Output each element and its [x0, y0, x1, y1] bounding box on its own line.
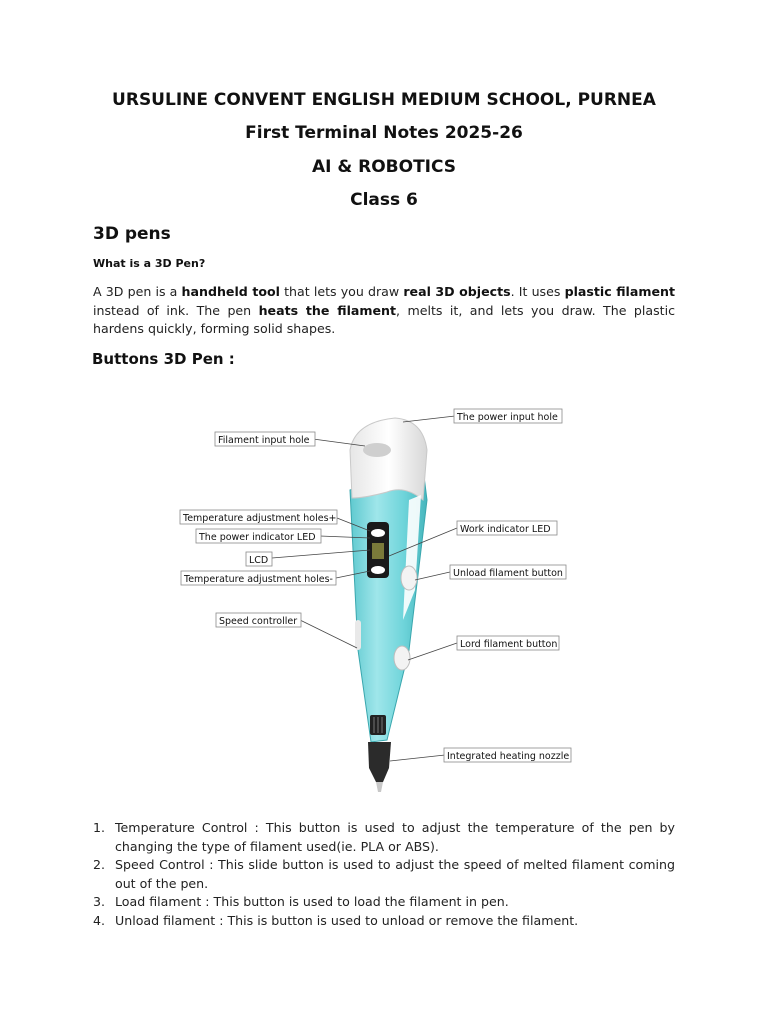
- label-temp-plus: Temperature adjustment holes+: [183, 513, 337, 524]
- label-lcd: LCD: [249, 555, 269, 566]
- notes-title: First Terminal Notes 2025-26: [245, 123, 523, 143]
- list-item: 3. Load filament : This button is used to load the filament in pen.: [93, 894, 509, 909]
- buttons-heading: Buttons 3D Pen :: [92, 350, 235, 368]
- pen-diagram: [165, 390, 605, 810]
- label-lord: Lord filament button: [460, 639, 558, 650]
- list-item: 4. Unload filament : This is button is used to unload or remove the filament.: [93, 912, 579, 928]
- school-name: URSULINE CONVENT ENGLISH MEDIUM SCHOOL, PURNEA: [112, 90, 656, 110]
- label-temp-minus: Temperature adjustment holes-: [184, 574, 333, 585]
- pen-illustration: [350, 418, 427, 792]
- label-power-led: The power indicator LED: [199, 532, 316, 543]
- label-speed: Speed controller: [219, 616, 298, 627]
- list-item: 2. Speed Control : This slide button is used to adjust the speed of melted filament coming out of the pen.: [93, 857, 675, 891]
- label-power-input: The power input hole: [457, 412, 558, 423]
- button-list: [93, 819, 675, 930]
- label-filament-input: Filament input hole: [218, 435, 310, 446]
- section-heading: 3D pens: [93, 224, 171, 244]
- list-item: 1. Temperature Control : This button is used to adjust the temperature of the pen by changing the type of filament used(ie. PLA or ABS).: [93, 820, 675, 854]
- subject-title: AI & ROBOTICS: [311, 157, 457, 177]
- label-nozzle: Integrated heating nozzle: [447, 751, 570, 762]
- label-unload: Unload filament button: [453, 568, 563, 579]
- question-heading: What is a 3D Pen?: [93, 257, 206, 270]
- intro-paragraph: A 3D pen is a handheld tool that lets you draw real 3D objects. It uses plastic filament instead of ink. The pen heats the filament, melts it, and lets you draw. The plastic hardens quickly, forming solid shapes.: [93, 284, 676, 336]
- label-work-led: Work indicator LED: [460, 524, 551, 535]
- class-title: Class 6: [350, 190, 418, 210]
